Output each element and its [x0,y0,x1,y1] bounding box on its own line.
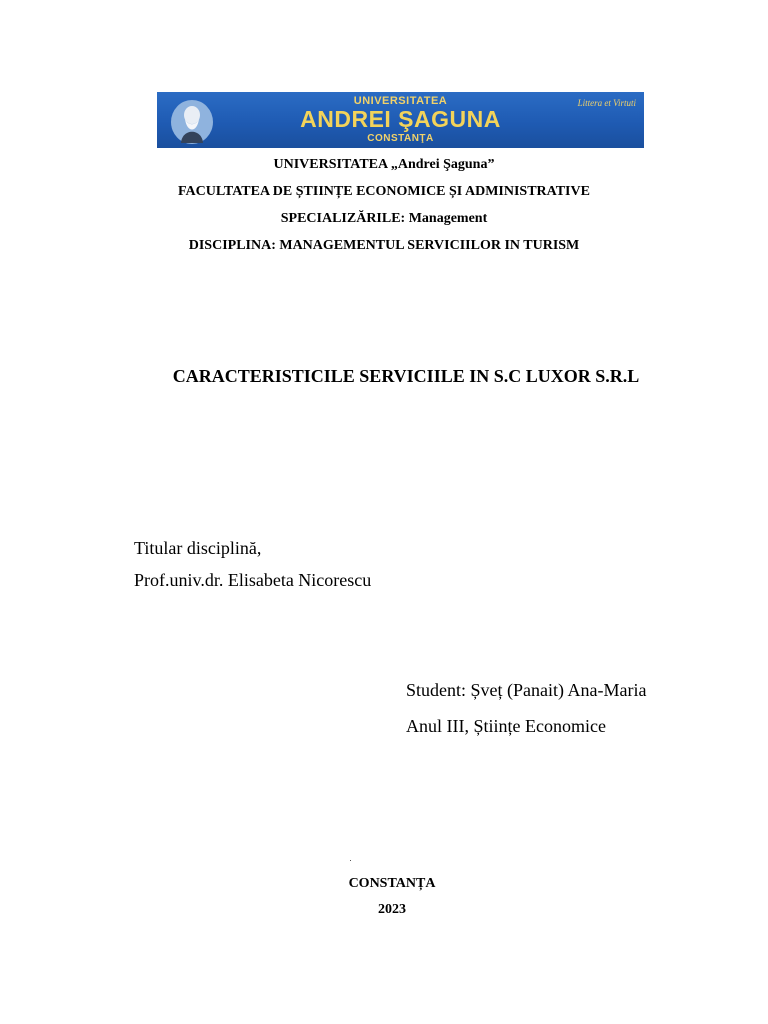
faculty-name: FACULTATEA DE ȘTIINȚE ECONOMICE ȘI ADMINISTRATIVE [178,184,590,199]
document-title: CARACTERISTICILE SERVICIILE IN S.C LUXOR S.R.L [172,366,640,386]
footer-year: 2023 [378,902,406,917]
coordinator-label: Titular disciplină, [134,538,262,558]
logo-line-city: CONSTANŢA [367,133,434,144]
university-name: UNIVERSITATEA „Andrei Şaguna” [273,157,495,172]
student-name: Student: Șveț (Panait) Ana-Maria [406,680,647,700]
stray-dot [350,860,351,861]
discipline: DISCIPLINA: MANAGEMENTUL SERVICIILOR IN TURISM [188,238,580,253]
coordinator-name: Prof.univ.dr. Elisabeta Nicorescu [134,570,372,590]
logo-motto: Littera et Virtuti [577,98,636,108]
footer-city: CONSTANȚA [348,876,436,891]
logo-line-name: ANDREI ŞAGUNA [300,106,501,132]
specialization: SPECIALIZĂRILE: Management [280,211,488,226]
logo-line-university: UNIVERSITATEA [353,95,448,107]
student-year: Anul III, Științe Economice [406,716,606,736]
university-logo-banner [157,92,644,148]
